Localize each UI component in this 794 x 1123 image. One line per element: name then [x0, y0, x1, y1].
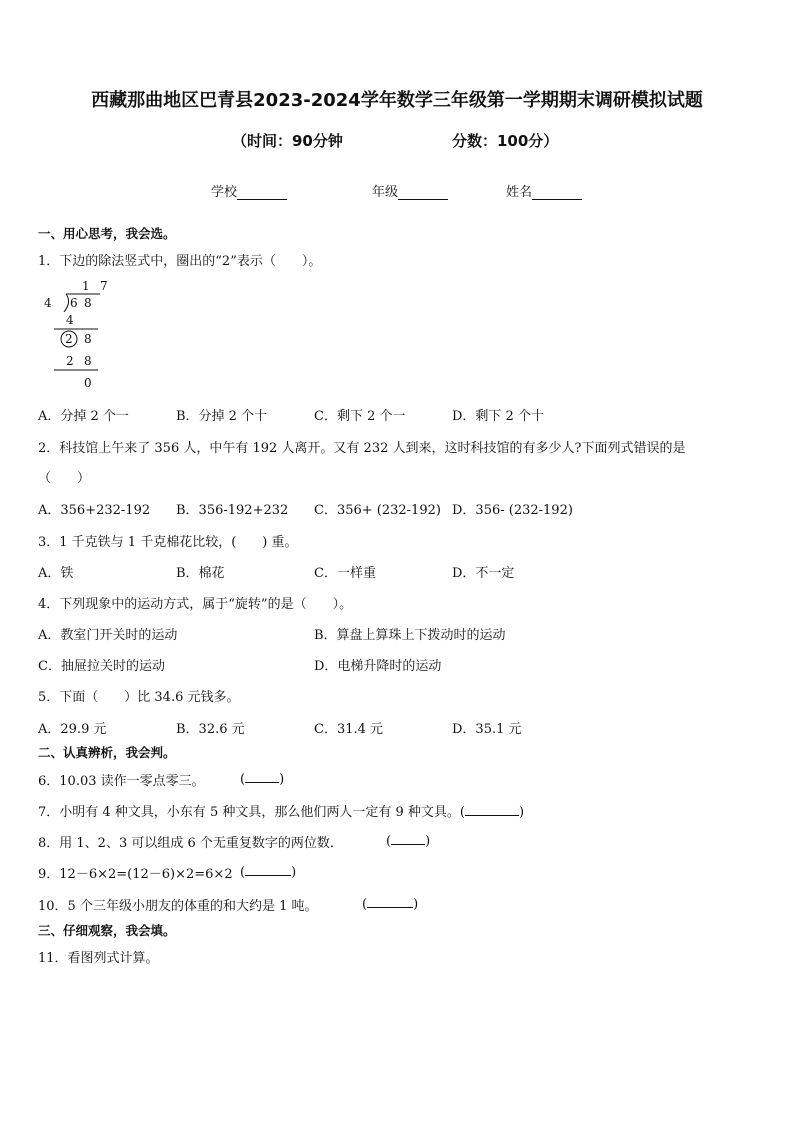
quotient-tens: 1 — [82, 279, 90, 293]
q9-answer-blank[interactable] — [245, 863, 291, 876]
school-field[interactable] — [211, 181, 287, 200]
divisor: 4 — [44, 296, 52, 310]
q8-answer-blank[interactable] — [391, 832, 425, 845]
q3-option-d[interactable]: D．不一定 — [452, 566, 515, 581]
q9-open-paren: ( — [240, 865, 246, 880]
long-division-diagram — [30, 274, 110, 396]
q6-answer-box[interactable] — [240, 770, 284, 787]
section-2-heading: 二、认真辨析，我会判。 — [38, 745, 176, 760]
q4-option-c[interactable]: C．抽屉拉关时的运动 — [38, 659, 165, 674]
q1-option-c[interactable]: C．剩下 2 个一 — [314, 409, 406, 424]
grade-label: 年级 — [372, 185, 399, 200]
remainder-tens: 2 — [65, 332, 73, 346]
q10-open-paren: ( — [362, 897, 368, 912]
q4-option-b[interactable]: B．算盘上算珠上下拨动时的运动 — [314, 628, 506, 643]
q6-close-paren: ) — [279, 772, 285, 787]
name-blank[interactable] — [532, 186, 582, 200]
question-7 — [38, 801, 524, 820]
school-label: 学校 — [211, 185, 238, 200]
subtract2-tens: 2 — [66, 354, 74, 368]
question-3: 3．1 千克铁与 1 千克棉花比较，( ) 重。 — [38, 535, 298, 550]
dividend-ones: 8 — [84, 296, 92, 310]
q4-option-a[interactable]: A．教室门开关时的运动 — [38, 628, 178, 643]
q3-option-c[interactable]: C．一样重 — [314, 566, 376, 581]
page-title: 西藏那曲地区巴青县2023-2024学年数学三年级第一学期期末调研模拟试题 — [91, 90, 703, 111]
grade-blank[interactable] — [398, 186, 448, 200]
step1-value: 4 — [66, 313, 74, 327]
q8-open-paren: ( — [386, 834, 392, 849]
dividend-tens: 6 — [70, 296, 78, 310]
q1-option-b[interactable]: B．分掉 2 个十 — [176, 409, 268, 424]
q1-option-a[interactable]: A．分掉 2 个一 — [38, 409, 129, 424]
remainder-ones: 8 — [84, 332, 92, 346]
section-1-heading: 一、用心思考，我会选。 — [38, 226, 176, 241]
q3-option-b[interactable]: B．棉花 — [176, 566, 225, 581]
question-10: 10．5 个三年级小朋友的体重的和大约是 1 吨。 — [38, 899, 318, 914]
q8-close-paren: ) — [425, 834, 431, 849]
q2-option-d[interactable]: D．356- (232-192) — [452, 503, 573, 518]
question-9: 9．12－6×2=(12－6)×2=6×2 — [38, 867, 233, 882]
q10-answer-blank[interactable] — [367, 895, 413, 908]
school-blank[interactable] — [237, 186, 287, 200]
q2-option-a[interactable]: A．356+232-192 — [38, 503, 151, 518]
grade-field[interactable] — [372, 181, 448, 200]
q10-close-paren: ) — [413, 897, 419, 912]
subtract2-ones: 8 — [84, 354, 92, 368]
q9-answer-box[interactable] — [240, 863, 296, 880]
question-1: 1．下边的除法竖式中，圈出的“2”表示（ ）。 — [38, 254, 322, 269]
q2-option-c[interactable]: C．356+ (232-192) — [314, 503, 441, 518]
q5-option-d[interactable]: D．35.1 元 — [452, 722, 522, 737]
q7-answer-blank[interactable] — [465, 803, 519, 816]
q6-open-paren: ( — [240, 772, 246, 787]
q5-option-b[interactable]: B．32.6 元 — [176, 722, 245, 737]
question-6: 6．10.03 读作一零点零三。 — [38, 774, 205, 789]
question-2: 2．科技馆上午来了 356 人，中午有 192 人离开。又有 232 人到来，这时科技馆的有多少人?下面列式错误的是 — [38, 441, 686, 456]
q10-answer-box[interactable] — [362, 895, 418, 912]
question-5: 5．下面（ ）比 34.6 元钱多。 — [38, 690, 240, 705]
question-2-blank: （ ） — [38, 471, 91, 486]
quotient-ones: 7 — [100, 279, 108, 293]
question-11: 11．看图列式计算。 — [38, 951, 159, 966]
division-bracket — [64, 294, 69, 312]
name-label: 姓名 — [506, 185, 533, 200]
q5-option-c[interactable]: C．31.4 元 — [314, 722, 384, 737]
q5-option-a[interactable]: A．29.9 元 — [38, 722, 107, 737]
q8-answer-box[interactable] — [386, 832, 430, 849]
q4-option-d[interactable]: D．电梯升降时的运动 — [314, 659, 442, 674]
q3-option-a[interactable]: A．铁 — [38, 566, 74, 581]
exam-time: （时间：90分钟 — [232, 132, 343, 150]
q9-close-paren: ) — [291, 865, 297, 880]
exam-score: 分数：100分） — [452, 132, 559, 150]
section-3-heading: 三、仔细观察，我会填。 — [38, 923, 176, 938]
question-7-text: 7．小明有 4 种文具，小东有 5 种文具，那么他们两人一定有 9 种文具。( — [38, 805, 465, 820]
final-remainder: 0 — [84, 376, 92, 390]
name-field[interactable] — [506, 181, 582, 200]
q6-answer-blank[interactable] — [245, 770, 279, 783]
q7-close-paren: ) — [518, 805, 525, 820]
question-8: 8．用 1、2、3 可以组成 6 个无重复数字的两位数． — [38, 836, 343, 851]
question-4: 4．下列现象中的运动方式，属于“旋转”的是（ ）。 — [38, 597, 353, 612]
q2-option-b[interactable]: B．356-192+232 — [176, 503, 289, 518]
q1-option-d[interactable]: D．剩下 2 个十 — [452, 409, 544, 424]
